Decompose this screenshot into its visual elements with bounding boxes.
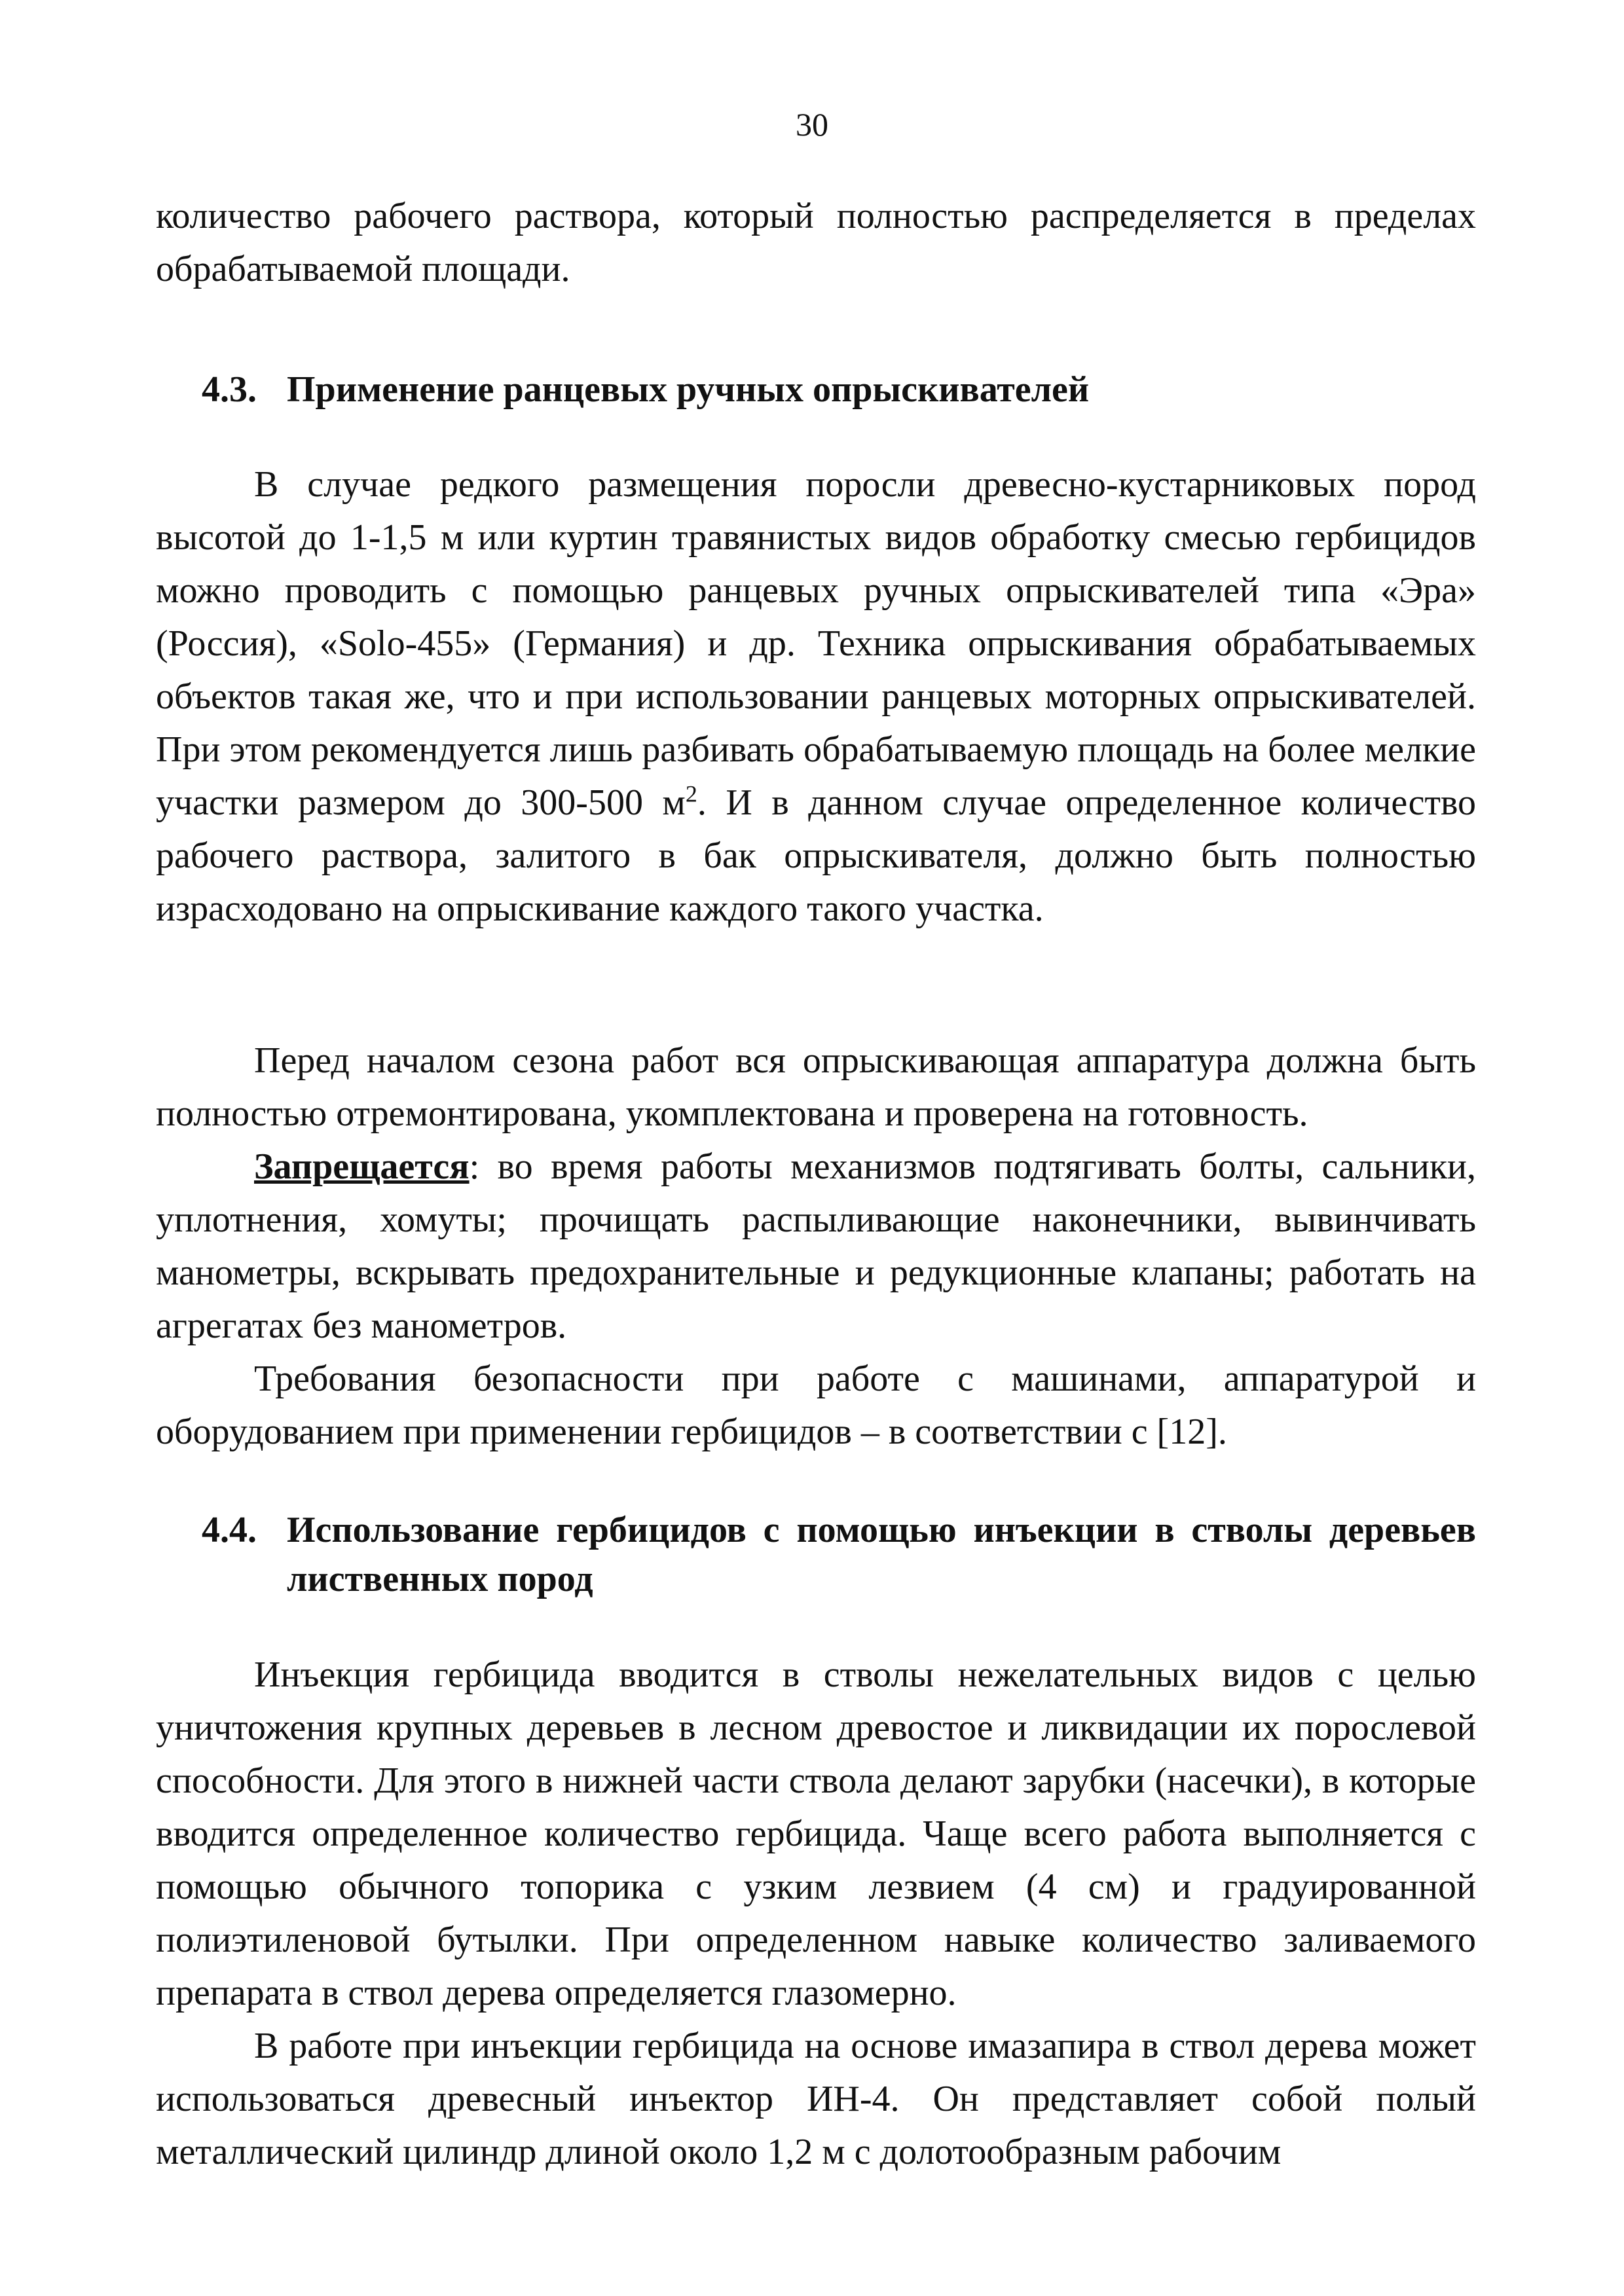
paragraph-injection: Инъекция гербицида вводится в стволы нежелательных видов с целью уничтожения крупных деревьев в лесном древостое и ликвидации их порослевой способности. Для этого в нижней части ствола делают зарубки (насечки), в которые вводится определенное количество гербицида. Чаще всего работа выполняется с помощью обычного топорика с узким лезвием (4 см) и градуированной полиэтиленовой бутылки. При определенном навыке количество заливаемого препарата в ствол дерева определяется глазомерно. bbox=[156, 1654, 1476, 2013]
page-number: 30 bbox=[796, 106, 828, 143]
section-heading-4-3 bbox=[156, 365, 1476, 414]
paragraph-prohibited bbox=[156, 1140, 1476, 1353]
section-title: Использование гербицидов с помощью инъекции в стволы деревьев лиственных пород bbox=[287, 1510, 1476, 1599]
superscript: 2 bbox=[685, 780, 697, 807]
paragraph-continued: количество рабочего раствора, который полностью распределяется в пределах обрабатываемой площади. bbox=[156, 196, 1476, 289]
section-number: 4.4. bbox=[202, 1510, 257, 1550]
prohibited-label: Запрещается bbox=[254, 1146, 470, 1187]
paragraph-text-tail: . И в данном случае определенное количество рабочего раствора, залитого в бак опрыскивателя, должно быть полностью израсходовано на опрыскивание каждого такого участка. bbox=[156, 782, 1477, 929]
paragraph-text: В случае редкого размещения поросли древесно-кустарниковых пород высотой до 1-1,5 м или куртин травянистых видов обработку смесью гербицидов можно проводить с помощью ранцевых ручных опрыскивателей типа «Эра» (Россия), «Solo-455» (Германия) и др. Техника опрыскивания обрабатываемых объектов такая же, что и при использовании ранцевых моторных опрыскивателей. При этом рекомендуется лишь разбивать обрабатываемую площадь на более мелкие участки размером до 300-500 м bbox=[156, 464, 1476, 823]
section-heading-4-4 bbox=[156, 1506, 1476, 1604]
paragraph-backpack-sprayers bbox=[156, 458, 1476, 936]
section-title: Применение ранцевых ручных опрыскивателей bbox=[287, 369, 1090, 410]
paragraph-injector: В работе при инъекции гербицида на основе имазапира в ствол дерева может использоваться древесный инъектор ИН-4. Он представляет собой полый металлический цилиндр длиной около 1,2 м с долотообразным рабочим bbox=[156, 2026, 1476, 2172]
section-number: 4.3. bbox=[202, 369, 257, 410]
paragraph-preparation: Перед началом сезона работ вся опрыскивающая аппаратура должна быть полностью отремонтирована, укомплектована и проверена на готовность. bbox=[156, 1040, 1476, 1134]
paragraph-safety: Требования безопасности при работе с машинами, аппаратурой и оборудованием при применении гербицидов – в соответствии с [12]. bbox=[156, 1358, 1476, 1452]
prohibited-text: : во время работы механизмов подтягивать болты, сальники, уплотнения, хомуты; прочищать распыливающие наконечники, вывинчивать манометры, вскрывать предохранительные и редукционные клапаны; работать на агрегатах без манометров. bbox=[156, 1146, 1476, 1346]
